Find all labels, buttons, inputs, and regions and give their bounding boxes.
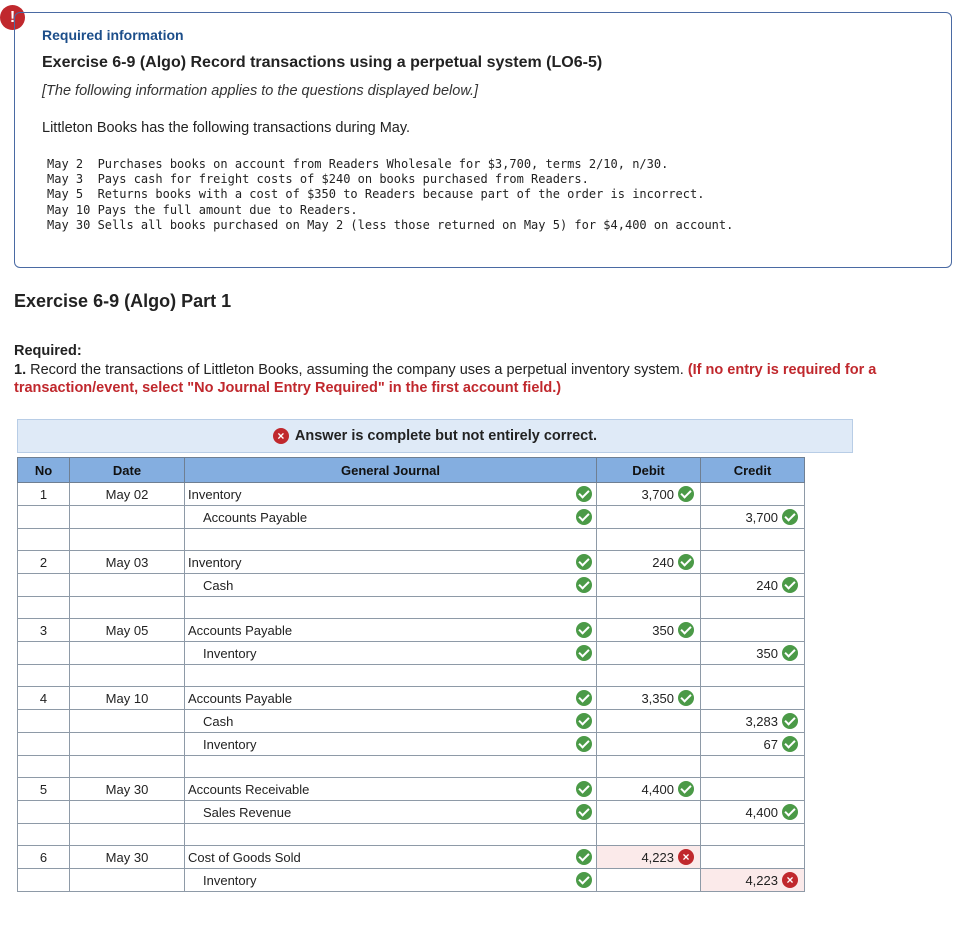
credit-field[interactable]	[701, 574, 805, 597]
account-field[interactable]	[185, 778, 573, 801]
empty-cell	[572, 665, 597, 687]
account-status	[572, 642, 597, 665]
account-field[interactable]	[185, 619, 573, 642]
part-title: Exercise 6-9 (Algo) Part 1	[14, 291, 232, 311]
account-status	[572, 801, 597, 824]
empty-cell	[572, 529, 597, 551]
journal-body	[18, 483, 805, 892]
check-icon	[782, 713, 798, 729]
check-icon	[576, 486, 592, 502]
debit-field[interactable]	[597, 801, 701, 824]
column-header-credit: Credit	[701, 458, 805, 483]
account-field[interactable]	[185, 551, 573, 574]
spacer-row	[18, 665, 805, 687]
check-icon	[782, 804, 798, 820]
debit-field-value: 3,700	[641, 486, 674, 502]
debit-field-value: 4,223	[641, 849, 674, 865]
journal-row	[18, 710, 805, 733]
transaction-line: May 10 Pays the full amount due to Readers.	[47, 202, 358, 217]
spacer-row	[18, 756, 805, 778]
empty-cell	[70, 665, 185, 687]
entry-number	[18, 574, 70, 597]
entry-date[interactable]: May 03	[70, 551, 185, 574]
spacer-row	[18, 824, 805, 846]
credit-field[interactable]	[701, 733, 805, 756]
check-icon	[678, 622, 694, 638]
empty-cell	[70, 529, 185, 551]
credit-field-value: 240	[756, 577, 778, 593]
journal-row	[18, 687, 805, 710]
credit-field-value: 67	[763, 736, 778, 752]
journal-row	[18, 801, 805, 824]
entry-date[interactable]	[70, 869, 185, 892]
entry-date[interactable]: May 30	[70, 846, 185, 869]
incorrect-icon: ×	[782, 872, 798, 888]
credit-field-value: 3,700	[745, 509, 778, 525]
account-status	[572, 619, 597, 642]
account-status	[572, 483, 597, 506]
debit-field-value: 240	[652, 554, 674, 570]
empty-cell	[701, 529, 805, 551]
required-instructions	[14, 361, 954, 397]
column-header-debit: Debit	[597, 458, 701, 483]
transaction-line: May 2 Purchases books on account from Readers Wholesale for $3,700, terms 2/10, n/30.	[47, 157, 669, 171]
account-field[interactable]	[185, 483, 573, 506]
account-field[interactable]	[185, 801, 573, 824]
exercise-title: Exercise 6-9 (Algo) Record transactions using a perpetual system (LO6-5)	[42, 54, 603, 71]
account-status	[572, 778, 597, 801]
credit-field-value: 4,223	[745, 872, 778, 888]
entry-date[interactable]: May 05	[70, 619, 185, 642]
entry-date[interactable]	[70, 801, 185, 824]
debit-field[interactable]	[597, 846, 701, 869]
required-text: Record the transactions of Littleton Books, assuming the company uses a perpetual inventory system.	[26, 362, 688, 378]
check-icon	[576, 781, 592, 797]
empty-cell	[701, 824, 805, 846]
entry-number	[18, 642, 70, 665]
check-icon	[576, 690, 592, 706]
general-journal-table	[17, 457, 805, 892]
empty-cell	[597, 529, 701, 551]
required-information-heading: Required information	[42, 27, 184, 43]
transaction-line: May 30 Sells all books purchased on May 2 (less those returned on May 5) for $4,400 on account.	[47, 217, 734, 232]
check-icon	[782, 736, 798, 752]
empty-cell	[70, 597, 185, 619]
account-name: Accounts Payable	[188, 690, 293, 706]
account-name: Inventory	[203, 872, 257, 888]
empty-cell	[70, 824, 185, 846]
intro-text: Littleton Books has the following transactions during May.	[42, 120, 411, 136]
debit-field[interactable]	[597, 506, 701, 529]
debit-field[interactable]	[597, 551, 701, 574]
account-name: Sales Revenue	[203, 804, 292, 820]
empty-cell	[701, 756, 805, 778]
empty-cell	[18, 597, 70, 619]
check-icon	[576, 804, 592, 820]
account-status	[572, 551, 597, 574]
entry-number: 1	[18, 483, 70, 506]
empty-cell	[597, 756, 701, 778]
check-icon	[678, 690, 694, 706]
debit-field[interactable]	[597, 687, 701, 710]
entry-date[interactable]: May 10	[70, 687, 185, 710]
check-icon	[678, 486, 694, 502]
column-header-no: No	[18, 458, 70, 483]
entry-date[interactable]: May 30	[70, 778, 185, 801]
entry-date[interactable]	[70, 506, 185, 529]
required-number: 1.	[14, 362, 27, 378]
transactions-list	[47, 157, 733, 233]
entry-number: 4	[18, 687, 70, 710]
journal-row	[18, 483, 805, 506]
journal-row	[18, 733, 805, 756]
debit-field[interactable]	[597, 733, 701, 756]
credit-field[interactable]	[701, 506, 805, 529]
spacer-row	[18, 597, 805, 619]
credit-field[interactable]	[701, 687, 805, 710]
debit-field[interactable]	[597, 778, 701, 801]
empty-cell	[185, 597, 573, 619]
entry-number: 3	[18, 619, 70, 642]
empty-cell	[572, 756, 597, 778]
entry-date[interactable]	[70, 642, 185, 665]
empty-cell	[18, 756, 70, 778]
account-status	[572, 687, 597, 710]
account-name: Accounts Payable	[203, 509, 308, 525]
empty-cell	[597, 824, 701, 846]
answer-status-banner	[17, 419, 853, 453]
column-header-date: Date	[70, 458, 185, 483]
follow-note: [The following information applies to the questions displayed below.]	[42, 83, 479, 99]
account-name: Cash	[203, 713, 234, 729]
check-icon	[576, 509, 592, 525]
account-status	[572, 846, 597, 869]
check-icon	[576, 622, 592, 638]
required-note: (If no entry is required for a transaction/event, select "No Journal Entry Required" in the first account field.)	[14, 362, 877, 396]
empty-cell	[18, 824, 70, 846]
credit-field[interactable]	[701, 551, 805, 574]
journal-row	[18, 778, 805, 801]
empty-cell	[572, 597, 597, 619]
required-label: Required:	[14, 343, 82, 359]
transaction-line: May 5 Returns books with a cost of $350 to Readers because part of the order is incorrect.	[47, 187, 705, 202]
check-icon	[576, 872, 592, 888]
check-icon	[576, 645, 592, 661]
empty-cell	[185, 529, 573, 551]
entry-number	[18, 506, 70, 529]
check-icon	[576, 554, 592, 570]
spacer-row	[18, 529, 805, 551]
check-icon	[678, 554, 694, 570]
account-name: Accounts Receivable	[188, 781, 310, 797]
empty-cell	[597, 597, 701, 619]
account-name: Cost of Goods Sold	[188, 849, 301, 865]
entry-date[interactable]	[70, 733, 185, 756]
debit-field[interactable]	[597, 619, 701, 642]
account-field[interactable]	[185, 846, 573, 869]
entry-number: 5	[18, 778, 70, 801]
credit-field[interactable]	[701, 642, 805, 665]
empty-cell	[185, 665, 573, 687]
entry-number	[18, 733, 70, 756]
check-icon	[782, 577, 798, 593]
account-name: Inventory	[203, 736, 257, 752]
account-name: Inventory	[203, 645, 257, 661]
journal-row	[18, 551, 805, 574]
entry-date[interactable]: May 02	[70, 483, 185, 506]
credit-field[interactable]	[701, 778, 805, 801]
entry-number	[18, 869, 70, 892]
debit-field[interactable]	[597, 483, 701, 506]
journal-row	[18, 869, 805, 892]
account-field[interactable]	[185, 869, 573, 892]
credit-field-value: 350	[756, 645, 778, 661]
journal-row	[18, 642, 805, 665]
account-status	[572, 506, 597, 529]
account-field[interactable]	[185, 642, 573, 665]
empty-cell	[701, 597, 805, 619]
answer-status-text: Answer is complete but not entirely correct.	[294, 428, 598, 444]
debit-field[interactable]	[597, 710, 701, 733]
check-icon	[576, 849, 592, 865]
debit-field-value: 4,400	[641, 781, 674, 797]
journal-row	[18, 506, 805, 529]
check-icon	[576, 577, 592, 593]
account-status	[572, 574, 597, 597]
check-icon	[678, 781, 694, 797]
account-name: Cash	[203, 577, 234, 593]
empty-cell	[185, 824, 573, 846]
journal-row	[18, 619, 805, 642]
entry-number: 2	[18, 551, 70, 574]
debit-field[interactable]	[597, 869, 701, 892]
account-field[interactable]	[185, 733, 573, 756]
account-name: Inventory	[188, 486, 242, 502]
credit-field-value: 3,283	[745, 713, 778, 729]
empty-cell	[185, 756, 573, 778]
credit-field[interactable]	[701, 801, 805, 824]
credit-field[interactable]	[701, 619, 805, 642]
debit-field[interactable]	[597, 642, 701, 665]
debit-field-value: 350	[652, 622, 674, 638]
account-status	[572, 733, 597, 756]
empty-cell	[70, 756, 185, 778]
alert-icon: !	[0, 5, 25, 30]
entry-number	[18, 801, 70, 824]
credit-field[interactable]	[701, 869, 805, 892]
journal-row	[18, 574, 805, 597]
incorrect-icon: ×	[273, 428, 289, 444]
empty-cell	[572, 824, 597, 846]
account-status	[572, 710, 597, 733]
credit-field-value: 4,400	[745, 804, 778, 820]
column-header-general-journal: General Journal	[185, 458, 597, 483]
credit-field[interactable]	[701, 710, 805, 733]
debit-field-value: 3,350	[641, 690, 674, 706]
debit-field[interactable]	[597, 574, 701, 597]
journal-row	[18, 846, 805, 869]
entry-number: 6	[18, 846, 70, 869]
account-field[interactable]	[185, 687, 573, 710]
account-field[interactable]	[185, 710, 573, 733]
empty-cell	[18, 529, 70, 551]
entry-number	[18, 710, 70, 733]
transaction-line: May 3 Pays cash for freight costs of $240 on books purchased from Readers.	[47, 172, 589, 187]
credit-field[interactable]	[701, 483, 805, 506]
account-field[interactable]	[185, 574, 573, 597]
account-field[interactable]	[185, 506, 573, 529]
credit-field[interactable]	[701, 846, 805, 869]
empty-cell	[701, 665, 805, 687]
account-name: Accounts Payable	[188, 622, 293, 638]
check-icon	[576, 713, 592, 729]
entry-date[interactable]	[70, 710, 185, 733]
empty-cell	[18, 665, 70, 687]
check-icon	[782, 509, 798, 525]
account-name: Inventory	[188, 554, 242, 570]
check-icon	[576, 736, 592, 752]
entry-date[interactable]	[70, 574, 185, 597]
check-icon	[782, 645, 798, 661]
empty-cell	[597, 665, 701, 687]
incorrect-icon: ×	[678, 849, 694, 865]
account-status	[572, 869, 597, 892]
